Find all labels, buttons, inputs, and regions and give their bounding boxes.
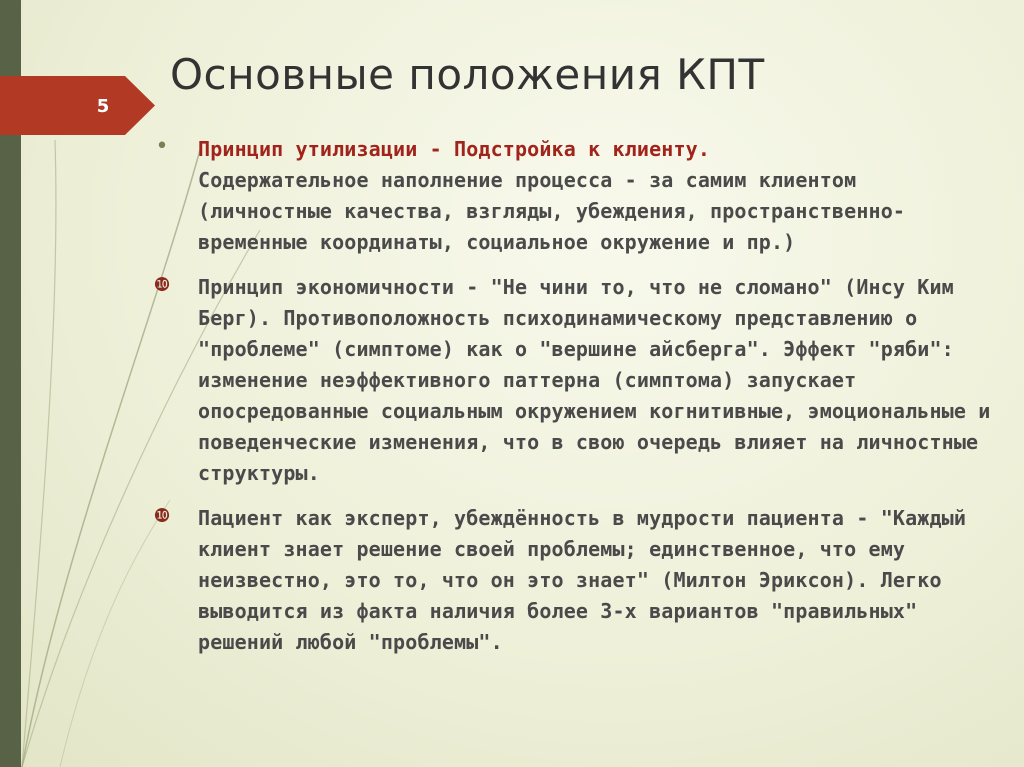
bullet-list: [152, 134, 1002, 672]
bullet-text: Принцип экономичности - "Не чини то, что не сломано" (Инсу Ким Берг). Противоположность психодинамическому представлению о "проблеме" (симптоме) как о "вершине айсберга". Эффект "ряби": изменение неэффективного паттерна (симптома) запускает опосредованные социальным окружением когнитивные, эмоциональные и поведенческие изменения, что в свою очередь влияет на личностные структуры.: [198, 275, 991, 485]
list-item: [152, 503, 1002, 658]
numbered-circle-icon: ❿: [153, 505, 171, 527]
slide-number-tab: [0, 76, 155, 135]
numbered-circle-icon: ❿: [153, 274, 171, 296]
bullet-dot-icon: •: [155, 134, 169, 159]
list-item: [152, 272, 1002, 489]
list-item: [152, 134, 1002, 258]
bullet-text: Пациент как эксперт, убеждённость в мудрости пациента - "Каждый клиент знает решение своей проблемы; единственное, что ему неизвестно, это то, что он это знает" (Милтон Эриксон). Легко выводится из факта наличия более 3-х вариантов "правильных" решений любой "проблемы".: [198, 506, 967, 654]
bullet-body: Содержательное наполнение процесса - за самим клиентом (личностные качества, взгляды, убеждения, пространственно-временные координаты, социальное окружение и пр.): [198, 168, 906, 254]
page-title: Основные положения КПТ: [170, 50, 765, 99]
bullet-text: [198, 134, 1002, 258]
highlighted-principle: Принцип утилизации - Подстройка к клиенту.: [198, 137, 711, 161]
slide-number: 5: [96, 96, 110, 117]
